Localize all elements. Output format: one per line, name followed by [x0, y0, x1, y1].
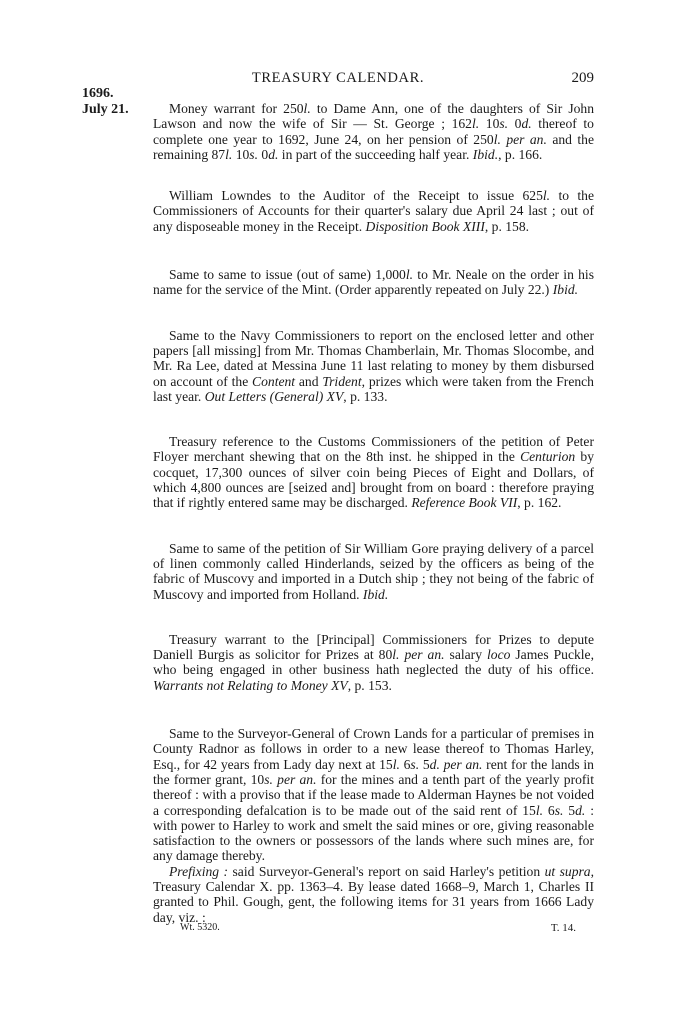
- text-run: 10: [479, 116, 500, 132]
- text-run: 5: [419, 756, 430, 772]
- page-number: 209: [571, 70, 594, 86]
- text-run: and: [295, 373, 323, 389]
- italic-text: l.: [493, 131, 501, 147]
- italic-text: Content: [252, 373, 296, 389]
- calendar-entry: [153, 267, 594, 298]
- italic-text: Ibid.: [472, 146, 499, 162]
- italic-text: l.: [471, 116, 480, 132]
- calendar-body: [153, 101, 594, 925]
- italic-text: d.: [268, 146, 279, 162]
- text-run: 0: [258, 146, 269, 162]
- calendar-entry: [153, 541, 594, 602]
- italic-text: l.: [392, 647, 400, 663]
- margin-date: July 21.: [82, 102, 129, 117]
- italic-text: l.: [542, 188, 551, 204]
- text-run: , prizes which were taken from the French last year.: [153, 373, 594, 404]
- text-run: rent for the lands in the former grant, 10: [153, 756, 594, 787]
- calendar-entry: [153, 101, 594, 162]
- text-run: , Treasury Calendar X. pp. 1363–4. By lease dated 1668–9, March 1, Charles II granted to Phil. Gough, gent, the following items for 31 years from 1666 Lady day, viz. :: [153, 863, 594, 925]
- text-run: in part of the succeeding half year.: [278, 146, 473, 162]
- italic-text: Ibid.: [552, 282, 579, 298]
- calendar-entry: [153, 328, 594, 404]
- calendar-entry: [153, 188, 594, 234]
- text-run: Treasury warrant to the [Principal] Commissioners for Prizes to depute Daniell Burgis as solicitor for Prizes at 80: [153, 631, 594, 663]
- text-run: said Surveyor-General's report on said Harley's petition: [228, 863, 545, 879]
- italic-text: Out Letters (General) XV: [204, 388, 344, 404]
- text-run: 0: [508, 116, 522, 132]
- text-run: to the Commissioners of Accounts for their quarter's salary due April 24 last ; out of any disposeable money in the Receipt.: [153, 188, 595, 234]
- italic-text: per an.: [506, 131, 547, 147]
- text-run: 5: [563, 802, 576, 818]
- running-title: TREASURY CALENDAR.: [251, 70, 425, 86]
- italic-text: l.: [535, 802, 544, 818]
- italic-text: Warrants not Relating to Money XV: [153, 677, 348, 693]
- italic-text: Prefixing :: [169, 863, 229, 879]
- italic-text: s.: [554, 802, 564, 818]
- italic-text: Disposition Book XIII: [365, 218, 485, 234]
- text-run: , p. 133.: [343, 388, 388, 404]
- text-run: , p. 166.: [498, 146, 543, 162]
- italic-text: l.: [392, 756, 400, 772]
- italic-text: per an.: [443, 756, 483, 772]
- text-run: and the remaining 87: [153, 131, 595, 162]
- italic-text: l.: [303, 101, 311, 116]
- text-run: , p. 162.: [517, 495, 562, 511]
- italic-text: d.: [521, 116, 532, 132]
- calendar-entry: [153, 864, 594, 925]
- calendar-entry: [153, 632, 594, 693]
- page-header: [82, 70, 594, 92]
- text-run: by cocquet, 17,300 ounces of silver coin being Pieces of Eight and Dollars, of which 4,800 ounces are [seized and] brought from on board : therefore praying that if rightly entered same may be discharged.: [153, 449, 594, 511]
- calendar-entry: [153, 434, 594, 510]
- text-run: Same to the Surveyor-General of Crown Lands for a particular of premises in County Radnor as follows in order to a new lease thereof to Thomas Harley, Esq., for 42 years from Lady day next at 15: [153, 726, 594, 772]
- italic-text: s.: [410, 756, 420, 772]
- italic-text: s.: [249, 146, 258, 162]
- text-run: to Mr. Neale on the order in his name for the service of the Mint. (Order apparently repeated on July 22.): [153, 267, 594, 298]
- text-run: 6: [543, 802, 555, 818]
- text-run: , p. 153.: [347, 677, 392, 693]
- italic-text: Reference Book VII: [411, 495, 518, 511]
- signature-mark: T. 14.: [550, 922, 576, 934]
- text-run: James Puckle, who being engaged in other business hath neglected the duty of his office.: [153, 647, 594, 678]
- printer-mark: Wt. 5320.: [180, 922, 220, 933]
- text-run: to Dame Ann, one of the daughters of Sir John Lawson and now the wife of Sir — St. George ; 162: [153, 101, 594, 132]
- italic-text: d.: [429, 756, 440, 772]
- text-run: 10: [232, 146, 250, 162]
- italic-text: per an.: [404, 647, 445, 663]
- text-run: Same to same to issue (out of same) 1,000: [169, 267, 406, 283]
- text-run: Same to same of the petition of Sir William Gore praying delivery of a parcel of linen commonly called Hinderlands, seized by the officers as being of the fabric of Muscovy and imported in a Dutch ship ; they not being of the fabric of Muscovy and imported from Holland.: [153, 540, 594, 602]
- italic-text: l.: [405, 267, 414, 283]
- text-run: Treasury reference to the Customs Commissioners of the petition of Peter Floyer merchant shewing that on the 8th inst. he shipped in the: [153, 434, 594, 465]
- italic-text: l.: [225, 146, 233, 162]
- text-run: Same to the Navy Commissioners to report on the enclosed letter and other papers [all missing] from Mr. Thomas Chamberlain, Mr. Thomas Slocombe, and Mr. Ra Lee, dated at Messina June 11 last relating to money by them disbursed on account of the: [153, 327, 594, 389]
- margin-year: 1696.: [82, 86, 114, 101]
- calendar-entry: [153, 726, 594, 864]
- italic-text: per an.: [277, 771, 317, 787]
- text-run: for the mines and a tenth part of the yearly profit thereof : with a proviso that if the lease made to Alderman Haynes be not voided a corresponding defalcation is to be made out of the said rent of 15: [153, 771, 594, 818]
- text-run: salary: [444, 647, 487, 663]
- italic-text: ut supra: [544, 863, 591, 879]
- text-run: : with power to Harley to work and smelt the said mines or ore, giving reasonable satisfaction to the owners or possessors of the lands where such mines are, for any damage thereby.: [153, 802, 594, 864]
- text-run: thereof to complete one year to 1692, June 24, on her pension of 250: [153, 116, 594, 147]
- italic-text: s.: [264, 771, 273, 787]
- text-run: , p. 158.: [484, 218, 530, 234]
- italic-text: d.: [575, 802, 586, 818]
- italic-text: Ibid.: [362, 586, 389, 602]
- italic-text: Centurion: [520, 449, 576, 465]
- italic-text: s.: [499, 116, 509, 132]
- italic-text: loco: [487, 647, 511, 663]
- text-run: William Lowndes to the Auditor of the Receipt to issue 625: [169, 188, 543, 204]
- text-run: Money warrant for 250: [169, 101, 304, 116]
- text-run: 6: [399, 756, 411, 772]
- italic-text: Trident: [322, 373, 362, 389]
